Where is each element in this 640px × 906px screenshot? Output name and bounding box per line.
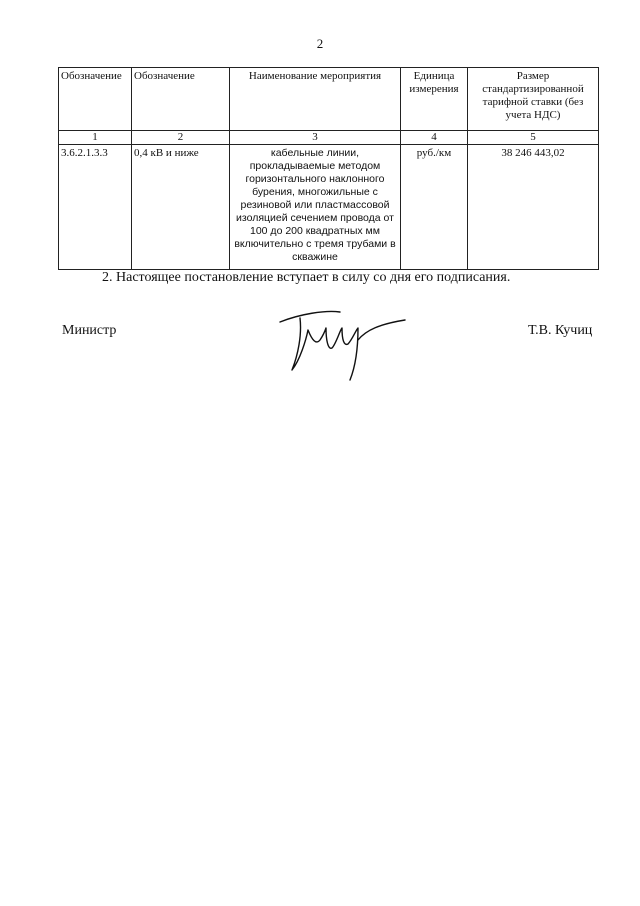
table-header-row [59,68,599,131]
column-number: 5 [468,131,599,145]
header-rate: Размер стандартизированной тарифной ставки (без учета НДС) [468,68,599,131]
signature-image [270,300,420,385]
clause-text: 2. Настоящее постановление вступает в силу со дня его подписания. [102,270,511,285]
cell-unit: руб./км [401,145,468,270]
table-row [59,145,599,270]
header-unit: Единица измерения [401,68,468,131]
column-number: 4 [401,131,468,145]
page-number: 2 [316,36,324,51]
signatory-name: Т.В. Кучиц [528,323,593,338]
header-code: Обозначение [59,68,132,131]
tariff-table [58,67,599,270]
column-number: 1 [59,131,132,145]
cell-rate: 38 246 443,02 [468,145,599,270]
column-number: 3 [230,131,401,145]
cell-code: 3.6.2.1.3.3 [59,145,132,270]
header-voltage: Обозначение [132,68,230,131]
column-number: 2 [132,131,230,145]
header-description: Наименование мероприятия [230,68,401,131]
column-number-row [59,131,599,145]
cell-description: кабельные линии, прокладываемые методом горизонтального наклонного бурения, многожильные с резиновой или пластмассовой изоляцией сечением провода от 100 до 200 квадратных мм включительно с тремя трубами в скважине [230,145,401,270]
signatory-title: Министр [62,323,117,338]
cell-voltage: 0,4 кВ и ниже [132,145,230,270]
